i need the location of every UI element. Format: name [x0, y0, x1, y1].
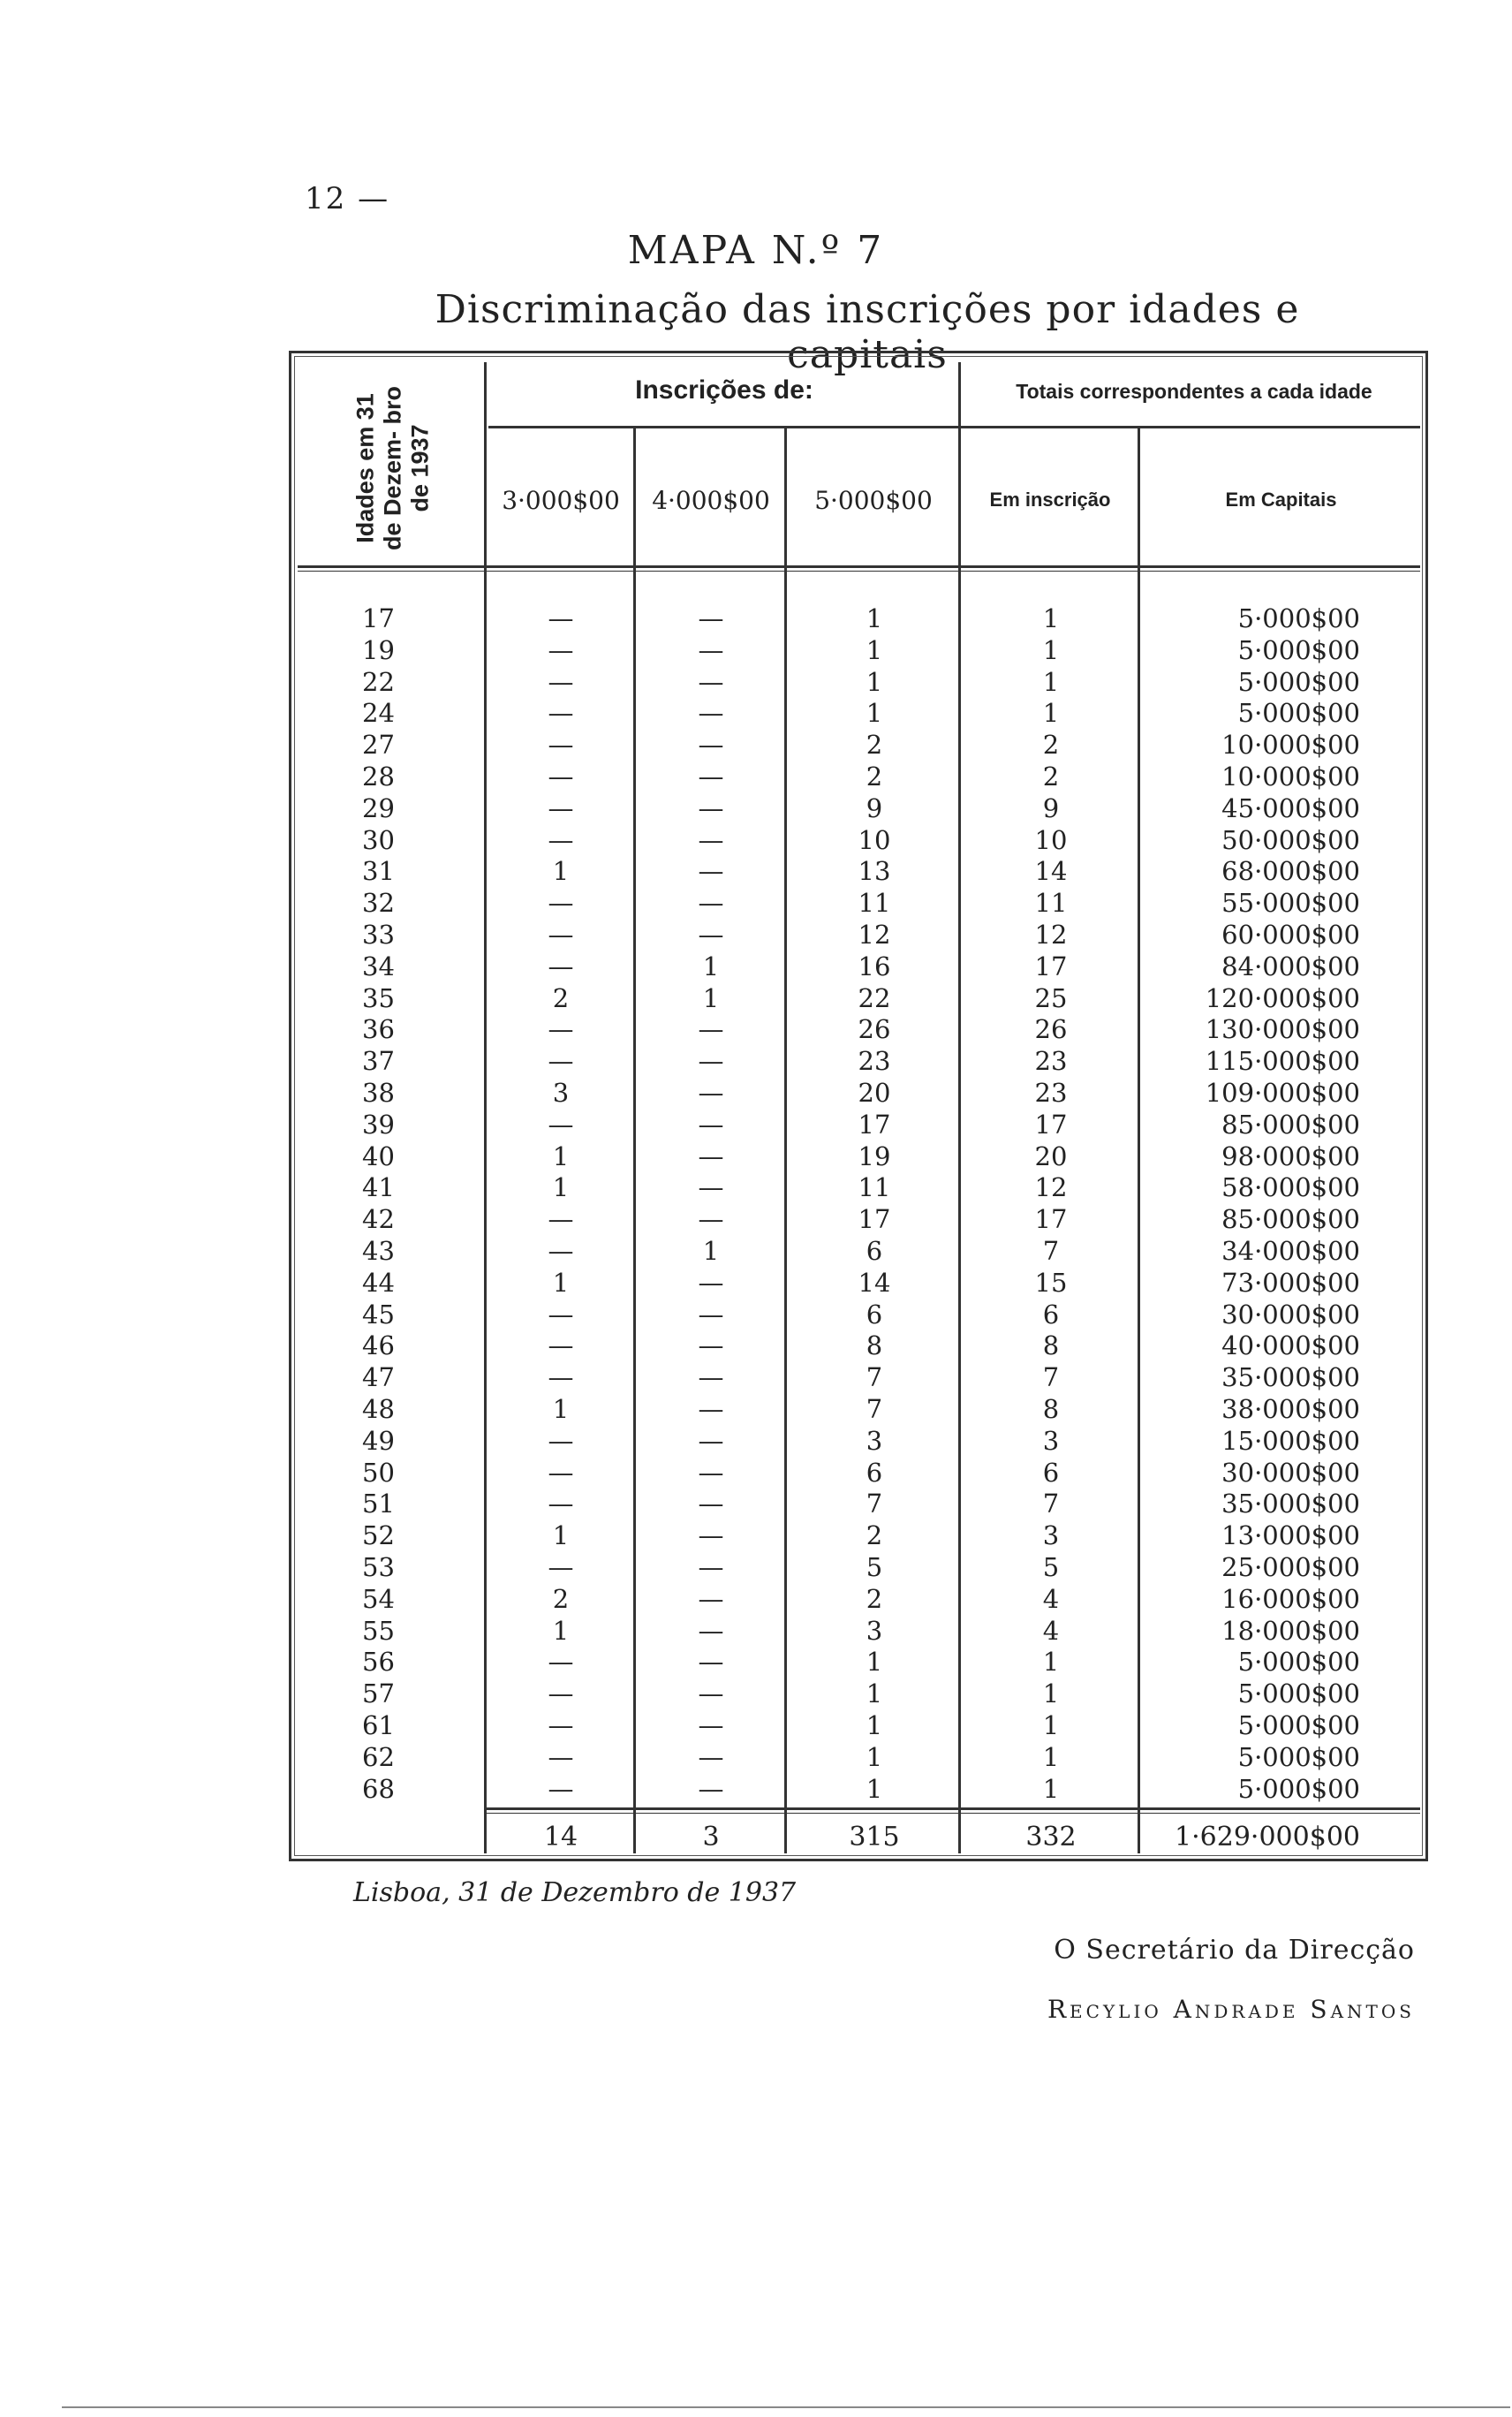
total-inscricao-cell: 9	[1042, 792, 1060, 823]
total-capitais-cell: 73·000$00	[1221, 1267, 1360, 1298]
totals-rule-thin	[484, 1813, 1420, 1814]
table-row	[0, 1393, 1512, 1425]
inscricoes-4000-cell: —	[698, 1299, 724, 1330]
inscricoes-4000-cell: —	[698, 1172, 724, 1203]
total-capitais-cell: 85·000$00	[1221, 1109, 1360, 1140]
inscricoes-3000-cell: 1	[552, 1394, 570, 1424]
total-inscricao-cell: 2	[1042, 730, 1060, 761]
inscricoes-group-header: Inscrições de:	[635, 375, 813, 405]
totals-rule	[484, 1807, 1420, 1810]
total-capitais-cell: 109·000$00	[1205, 1078, 1360, 1108]
age-cell: 48	[362, 1394, 395, 1424]
total-capitais-cell: 120·000$00	[1205, 982, 1360, 1013]
inscricoes-5000-cell: 1	[866, 1710, 883, 1740]
inscricoes-3000-cell: —	[548, 1204, 574, 1235]
inscricoes-4000-cell: —	[698, 792, 724, 823]
total-inscricao-cell: 12	[1034, 920, 1068, 950]
age-cell: 17	[362, 603, 395, 633]
total-inscricao-cell: 1	[1042, 603, 1060, 633]
total-inscricao-cell: 4	[1042, 1615, 1060, 1646]
total-inscricao-cell: 7	[1042, 1362, 1060, 1393]
total-inscricao-cell: 1	[1042, 1773, 1060, 1804]
table-row	[0, 1741, 1512, 1773]
total-capitais-cell: 16·000$00	[1221, 1583, 1360, 1614]
age-column-header-text: Idades em 31 de Dezem- bro de 1937	[352, 385, 434, 551]
total-capitais-cell: 35·000$00	[1221, 1362, 1360, 1393]
total-capitais-cell: 10·000$00	[1221, 730, 1360, 761]
inscricoes-4000-cell: —	[698, 666, 724, 697]
inscricoes-4000-cell: —	[698, 1140, 724, 1171]
total-inscricao-cell: 1	[1042, 1678, 1060, 1709]
table-row	[0, 1678, 1512, 1709]
total-inscricao-cell: 8	[1042, 1394, 1060, 1424]
inscricoes-3000-cell: —	[548, 1109, 574, 1140]
inscricoes-3000-cell: —	[548, 1647, 574, 1678]
age-cell: 42	[362, 1204, 395, 1235]
age-cell: 22	[362, 666, 395, 697]
inscricoes-4000-cell: —	[698, 824, 724, 855]
age-cell: 68	[362, 1773, 395, 1804]
inscricoes-3000-cell: —	[548, 1678, 574, 1709]
inscricoes-4000-cell: 1	[702, 951, 720, 981]
inscricoes-5000-cell: 16	[858, 951, 891, 981]
table-row	[0, 1519, 1512, 1551]
total-capitais-cell: 13·000$00	[1221, 1520, 1360, 1551]
inscricoes-3000-cell: —	[548, 1425, 574, 1456]
inscricoes-3000-cell: —	[548, 1014, 574, 1045]
inscricoes-4000-cell: —	[698, 1394, 724, 1424]
total-capitais-cell: 5·000$00	[1237, 1773, 1360, 1804]
age-cell: 41	[362, 1172, 395, 1203]
table-row	[0, 1646, 1512, 1678]
table-row	[0, 951, 1512, 982]
inscricoes-5000-cell: 6	[866, 1457, 883, 1488]
total-capitais-cell: 5·000$00	[1237, 698, 1360, 729]
total-inscricao-cell: 25	[1034, 982, 1068, 1013]
total-capitais-cell: 34·000$00	[1221, 1236, 1360, 1266]
table-row	[0, 1203, 1512, 1235]
total-inscricao-cell: 3	[1042, 1425, 1060, 1456]
total-inscricao-cell: 17	[1034, 1109, 1068, 1140]
inscricoes-4000-cell: —	[698, 603, 724, 633]
inscricoes-5000-cell: 7	[866, 1394, 883, 1424]
total-capitais-cell: 50·000$00	[1221, 824, 1360, 855]
total-capitais-cell: 98·000$00	[1221, 1140, 1360, 1171]
inscricoes-5000-cell: 1	[866, 634, 883, 665]
inscricoes-5000-cell: 10	[858, 824, 891, 855]
inscricoes-5000-cell: 22	[858, 982, 891, 1013]
total-inscricao-cell: 14	[1034, 856, 1068, 887]
table-row	[0, 1457, 1512, 1489]
table-row	[0, 697, 1512, 729]
inscricoes-5000-cell: 13	[858, 856, 891, 887]
inscricoes-5000-cell: 19	[858, 1140, 891, 1171]
age-cell: 28	[362, 761, 395, 792]
inscricoes-3000-cell: —	[548, 1299, 574, 1330]
table-row	[0, 1583, 1512, 1615]
total-inscricao-cell: 4	[1042, 1583, 1060, 1614]
inscricoes-5000-cell: 7	[866, 1489, 883, 1519]
inscricoes-3000-cell: —	[548, 666, 574, 697]
total-inscricao-cell: 17	[1034, 951, 1068, 981]
inscricoes-4000-cell: 1	[702, 982, 720, 1013]
age-cell: 29	[362, 792, 395, 823]
table-row	[0, 1077, 1512, 1109]
age-cell: 38	[362, 1078, 395, 1108]
totals-row	[0, 1820, 1512, 1855]
table-row	[0, 792, 1512, 824]
table-row	[0, 919, 1512, 951]
inscricoes-4000-cell: —	[698, 761, 724, 792]
inscricoes-3000-cell: —	[548, 1457, 574, 1488]
inscricoes-3000-cell: —	[548, 1330, 574, 1361]
table-row	[0, 1235, 1512, 1267]
total-capitais-cell: 55·000$00	[1221, 888, 1360, 919]
inscricoes-4000-cell: —	[698, 1773, 724, 1804]
inscricoes-4000-cell: —	[698, 1710, 724, 1740]
age-cell: 54	[362, 1583, 395, 1614]
total-3000: 14	[543, 1822, 578, 1853]
age-cell: 37	[362, 1046, 395, 1077]
total-capitais-cell: 5·000$00	[1237, 666, 1360, 697]
inscricoes-4000-cell: —	[698, 1520, 724, 1551]
inscricoes-5000-cell: 1	[866, 1741, 883, 1772]
inscricoes-4000-cell: —	[698, 1678, 724, 1709]
table-row	[0, 1425, 1512, 1457]
inscricoes-3000-cell: —	[548, 634, 574, 665]
inscricoes-3000-cell: —	[548, 888, 574, 919]
age-cell: 35	[362, 982, 395, 1013]
total-5000: 315	[849, 1822, 900, 1853]
total-inscricao-cell: 1	[1042, 698, 1060, 729]
inscricoes-5000-cell: 1	[866, 666, 883, 697]
inscricoes-4000-cell: —	[698, 1552, 724, 1582]
age-cell: 57	[362, 1678, 395, 1709]
table-row	[0, 1109, 1512, 1140]
age-cell: 39	[362, 1109, 395, 1140]
total-capitais-cell: 45·000$00	[1221, 792, 1360, 823]
total-capitais-cell: 5·000$00	[1237, 1678, 1360, 1709]
age-cell: 43	[362, 1236, 395, 1266]
table-row	[0, 824, 1512, 856]
total-capitais-cell: 30·000$00	[1221, 1299, 1360, 1330]
inscricoes-4000-cell: —	[698, 698, 724, 729]
total-capitais-cell: 5·000$00	[1237, 634, 1360, 665]
table-row	[0, 855, 1512, 887]
total-capitais-cell: 40·000$00	[1221, 1330, 1360, 1361]
table-row	[0, 666, 1512, 698]
total-capitais-cell: 38·000$00	[1221, 1394, 1360, 1424]
inscricoes-3000-cell: —	[548, 824, 574, 855]
inscricoes-5000-cell: 2	[866, 1583, 883, 1614]
inscricoes-5000-cell: 2	[866, 730, 883, 761]
signatory-name: Recylio Andrade Santos	[1047, 1995, 1415, 2024]
place-date: Lisboa, 31 de Dezembro de 1937	[353, 1877, 797, 1908]
inscricoes-4000-cell: —	[698, 1425, 724, 1456]
inscricoes-4000-cell: —	[698, 730, 724, 761]
total-capitais-cell: 10·000$00	[1221, 761, 1360, 792]
total-capitais-cell: 5·000$00	[1237, 1741, 1360, 1772]
total-inscricao-cell: 10	[1034, 824, 1068, 855]
table-row	[0, 761, 1512, 792]
total-inscricao-cell: 26	[1034, 1014, 1068, 1045]
page-title: MAPA N.º 7	[627, 228, 885, 273]
inscricoes-4000-cell: —	[698, 1647, 724, 1678]
group-header-rule	[488, 426, 1420, 428]
inscricoes-5000-cell: 9	[866, 792, 883, 823]
table-row	[0, 1551, 1512, 1583]
inscricoes-5000-cell: 1	[866, 1773, 883, 1804]
table-row	[0, 1361, 1512, 1393]
inscricoes-3000-cell: 1	[552, 1520, 570, 1551]
table-row	[0, 1773, 1512, 1805]
page-subtitle: Discriminação das inscrições por idades e capitais	[435, 287, 1300, 377]
age-cell: 62	[362, 1741, 395, 1772]
total-inscricao-cell: 1	[1042, 1647, 1060, 1678]
total-capitais-cell: 5·000$00	[1237, 603, 1360, 633]
age-cell: 34	[362, 951, 395, 981]
total-inscricao-cell: 1	[1042, 1710, 1060, 1740]
inscricoes-3000-cell: 1	[552, 1615, 570, 1646]
inscricoes-3000-cell: —	[548, 792, 574, 823]
age-cell: 32	[362, 888, 395, 919]
inscricoes-3000-cell: —	[548, 1046, 574, 1077]
table-row	[0, 1615, 1512, 1647]
table-row	[0, 1267, 1512, 1299]
inscricoes-5000-cell: 6	[866, 1299, 883, 1330]
total-inscricao-cell: 17	[1034, 1204, 1068, 1235]
total-inscricao-cell: 7	[1042, 1489, 1060, 1519]
age-cell: 33	[362, 920, 395, 950]
age-cell: 24	[362, 698, 395, 729]
age-cell: 61	[362, 1710, 395, 1740]
inscricoes-5000-cell: 3	[866, 1425, 883, 1456]
total-capitais-cell: 18·000$00	[1221, 1615, 1360, 1646]
inscricoes-3000-cell: —	[548, 698, 574, 729]
total-capitais-cell: 85·000$00	[1221, 1204, 1360, 1235]
page-bottom-rule	[62, 2406, 1510, 2408]
age-cell: 36	[362, 1014, 395, 1045]
signatory-role: O Secretário da Direcção	[1054, 1935, 1415, 1966]
inscricoes-3000-cell: —	[548, 951, 574, 981]
age-cell: 52	[362, 1520, 395, 1551]
column-header-4000: 4·000$00	[652, 486, 770, 515]
total-inscricao-cell: 1	[1042, 634, 1060, 665]
age-cell: 49	[362, 1425, 395, 1456]
inscricoes-3000-cell: 1	[552, 856, 570, 887]
age-cell: 27	[362, 730, 395, 761]
age-cell: 44	[362, 1267, 395, 1298]
total-capitais-cell: 68·000$00	[1221, 856, 1360, 887]
age-cell: 46	[362, 1330, 395, 1361]
table-row	[0, 1299, 1512, 1330]
table-row	[0, 982, 1512, 1014]
total-inscricao-cell: 15	[1034, 1267, 1068, 1298]
inscricoes-5000-cell: 12	[858, 920, 891, 950]
inscricoes-3000-cell: —	[548, 603, 574, 633]
total-capitais-cell: 35·000$00	[1221, 1489, 1360, 1519]
total-inscricao-cell: 7	[1042, 1236, 1060, 1266]
inscricoes-4000-cell: —	[698, 1109, 724, 1140]
inscricoes-3000-cell: 3	[552, 1078, 570, 1108]
header-rule	[298, 565, 1420, 568]
inscricoes-3000-cell: —	[548, 761, 574, 792]
table-row	[0, 1140, 1512, 1172]
total-inscricao-cell: 23	[1034, 1078, 1068, 1108]
age-cell: 55	[362, 1615, 395, 1646]
inscricoes-5000-cell: 8	[866, 1330, 883, 1361]
age-cell: 31	[362, 856, 395, 887]
inscricoes-4000-cell: —	[698, 1362, 724, 1393]
inscricoes-4000-cell: —	[698, 1741, 724, 1772]
inscricoes-4000-cell: —	[698, 1014, 724, 1045]
inscricoes-3000-cell: —	[548, 1236, 574, 1266]
total-capitais-cell: 15·000$00	[1221, 1425, 1360, 1456]
table-row	[0, 1171, 1512, 1203]
table-row	[0, 1330, 1512, 1361]
inscricoes-5000-cell: 17	[858, 1109, 891, 1140]
inscricoes-3000-cell: —	[548, 920, 574, 950]
total-inscricao-cell: 6	[1042, 1299, 1060, 1330]
total-capitais-cell: 5·000$00	[1237, 1710, 1360, 1740]
inscricoes-5000-cell: 5	[866, 1552, 883, 1582]
inscricoes-3000-cell: —	[548, 1362, 574, 1393]
page-number: 12 —	[305, 181, 390, 216]
total-inscricao-cell: 8	[1042, 1330, 1060, 1361]
inscricoes-3000-cell: 2	[552, 1583, 570, 1614]
totals-group-header: Totais correspondentes a cada idade	[1016, 380, 1372, 403]
total-capitais-cell: 84·000$00	[1221, 951, 1360, 981]
total-inscricao-cell: 23	[1034, 1046, 1068, 1077]
inscricoes-5000-cell: 20	[858, 1078, 891, 1108]
inscricoes-4000-cell: —	[698, 1267, 724, 1298]
inscricoes-5000-cell: 14	[858, 1267, 891, 1298]
inscricoes-4000-cell: —	[698, 1078, 724, 1108]
inscricoes-3000-cell: —	[548, 1773, 574, 1804]
inscricoes-4000-cell: —	[698, 1583, 724, 1614]
total-capitais-cell: 60·000$00	[1221, 920, 1360, 950]
inscricoes-3000-cell: —	[548, 1489, 574, 1519]
age-cell: 40	[362, 1140, 395, 1171]
age-cell: 53	[362, 1552, 395, 1582]
inscricoes-5000-cell: 23	[858, 1046, 891, 1077]
inscricoes-3000-cell: —	[548, 1552, 574, 1582]
inscricoes-5000-cell: 3	[866, 1615, 883, 1646]
total-inscricao-cell: 3	[1042, 1520, 1060, 1551]
inscricoes-5000-cell: 1	[866, 1647, 883, 1678]
total-capitais-cell: 30·000$00	[1221, 1457, 1360, 1488]
inscricoes-5000-cell: 1	[866, 1678, 883, 1709]
inscricoes-5000-cell: 11	[858, 888, 891, 919]
total-inscricao-cell: 6	[1042, 1457, 1060, 1488]
inscricoes-4000-cell: 1	[702, 1236, 720, 1266]
inscricoes-3000-cell: —	[548, 1710, 574, 1740]
total-inscricao-cell: 11	[1034, 888, 1068, 919]
column-header-5000: 5·000$00	[814, 486, 933, 515]
age-column-header	[327, 375, 459, 561]
total-4000: 3	[702, 1822, 720, 1853]
inscricoes-3000-cell: 2	[552, 982, 570, 1013]
table-row	[0, 887, 1512, 919]
table-row	[0, 729, 1512, 761]
inscricoes-4000-cell: —	[698, 1615, 724, 1646]
inscricoes-5000-cell: 11	[858, 1172, 891, 1203]
total-em-capitais: 1·629·000$00	[1175, 1822, 1360, 1853]
table-row	[0, 1045, 1512, 1077]
table-row	[0, 1013, 1512, 1045]
inscricoes-4000-cell: —	[698, 1330, 724, 1361]
total-capitais-cell: 58·000$00	[1221, 1172, 1360, 1203]
header-rule-thin	[298, 571, 1420, 572]
inscricoes-5000-cell: 6	[866, 1236, 883, 1266]
age-cell: 47	[362, 1362, 395, 1393]
table-row	[0, 1709, 1512, 1741]
inscricoes-4000-cell: —	[698, 1046, 724, 1077]
inscricoes-5000-cell: 2	[866, 1520, 883, 1551]
inscricoes-4000-cell: —	[698, 634, 724, 665]
age-cell: 30	[362, 824, 395, 855]
inscricoes-4000-cell: —	[698, 920, 724, 950]
inscricoes-3000-cell: —	[548, 1741, 574, 1772]
total-capitais-cell: 25·000$00	[1221, 1552, 1360, 1582]
inscricoes-3000-cell: 1	[552, 1140, 570, 1171]
inscricoes-4000-cell: —	[698, 1457, 724, 1488]
column-header-em-capitais: Em Capitais	[1225, 489, 1337, 511]
inscricoes-4000-cell: —	[698, 856, 724, 887]
column-header-3000: 3·000$00	[502, 486, 620, 515]
column-header-em-inscricao: Em inscrição	[989, 489, 1111, 511]
inscricoes-5000-cell: 1	[866, 603, 883, 633]
inscricoes-5000-cell: 7	[866, 1362, 883, 1393]
age-cell: 19	[362, 634, 395, 665]
table-row	[0, 1488, 1512, 1519]
inscricoes-5000-cell: 17	[858, 1204, 891, 1235]
inscricoes-4000-cell: —	[698, 1489, 724, 1519]
age-cell: 51	[362, 1489, 395, 1519]
inscricoes-4000-cell: —	[698, 888, 724, 919]
table-row	[0, 634, 1512, 666]
total-inscricao-cell: 12	[1034, 1172, 1068, 1203]
total-em-inscricao: 332	[1025, 1822, 1077, 1853]
total-inscricao-cell: 2	[1042, 761, 1060, 792]
age-cell: 45	[362, 1299, 395, 1330]
total-capitais-cell: 115·000$00	[1205, 1046, 1360, 1077]
inscricoes-5000-cell: 26	[858, 1014, 891, 1045]
total-inscricao-cell: 1	[1042, 1741, 1060, 1772]
inscricoes-3000-cell: 1	[552, 1172, 570, 1203]
inscricoes-5000-cell: 1	[866, 698, 883, 729]
age-cell: 50	[362, 1457, 395, 1488]
inscricoes-5000-cell: 2	[866, 761, 883, 792]
inscricoes-3000-cell: —	[548, 730, 574, 761]
total-capitais-cell: 130·000$00	[1205, 1014, 1360, 1045]
total-inscricao-cell: 1	[1042, 666, 1060, 697]
age-cell: 56	[362, 1647, 395, 1678]
total-inscricao-cell: 20	[1034, 1140, 1068, 1171]
inscricoes-3000-cell: 1	[552, 1267, 570, 1298]
table-row	[0, 602, 1512, 634]
total-capitais-cell: 5·000$00	[1237, 1647, 1360, 1678]
inscricoes-4000-cell: —	[698, 1204, 724, 1235]
total-inscricao-cell: 5	[1042, 1552, 1060, 1582]
